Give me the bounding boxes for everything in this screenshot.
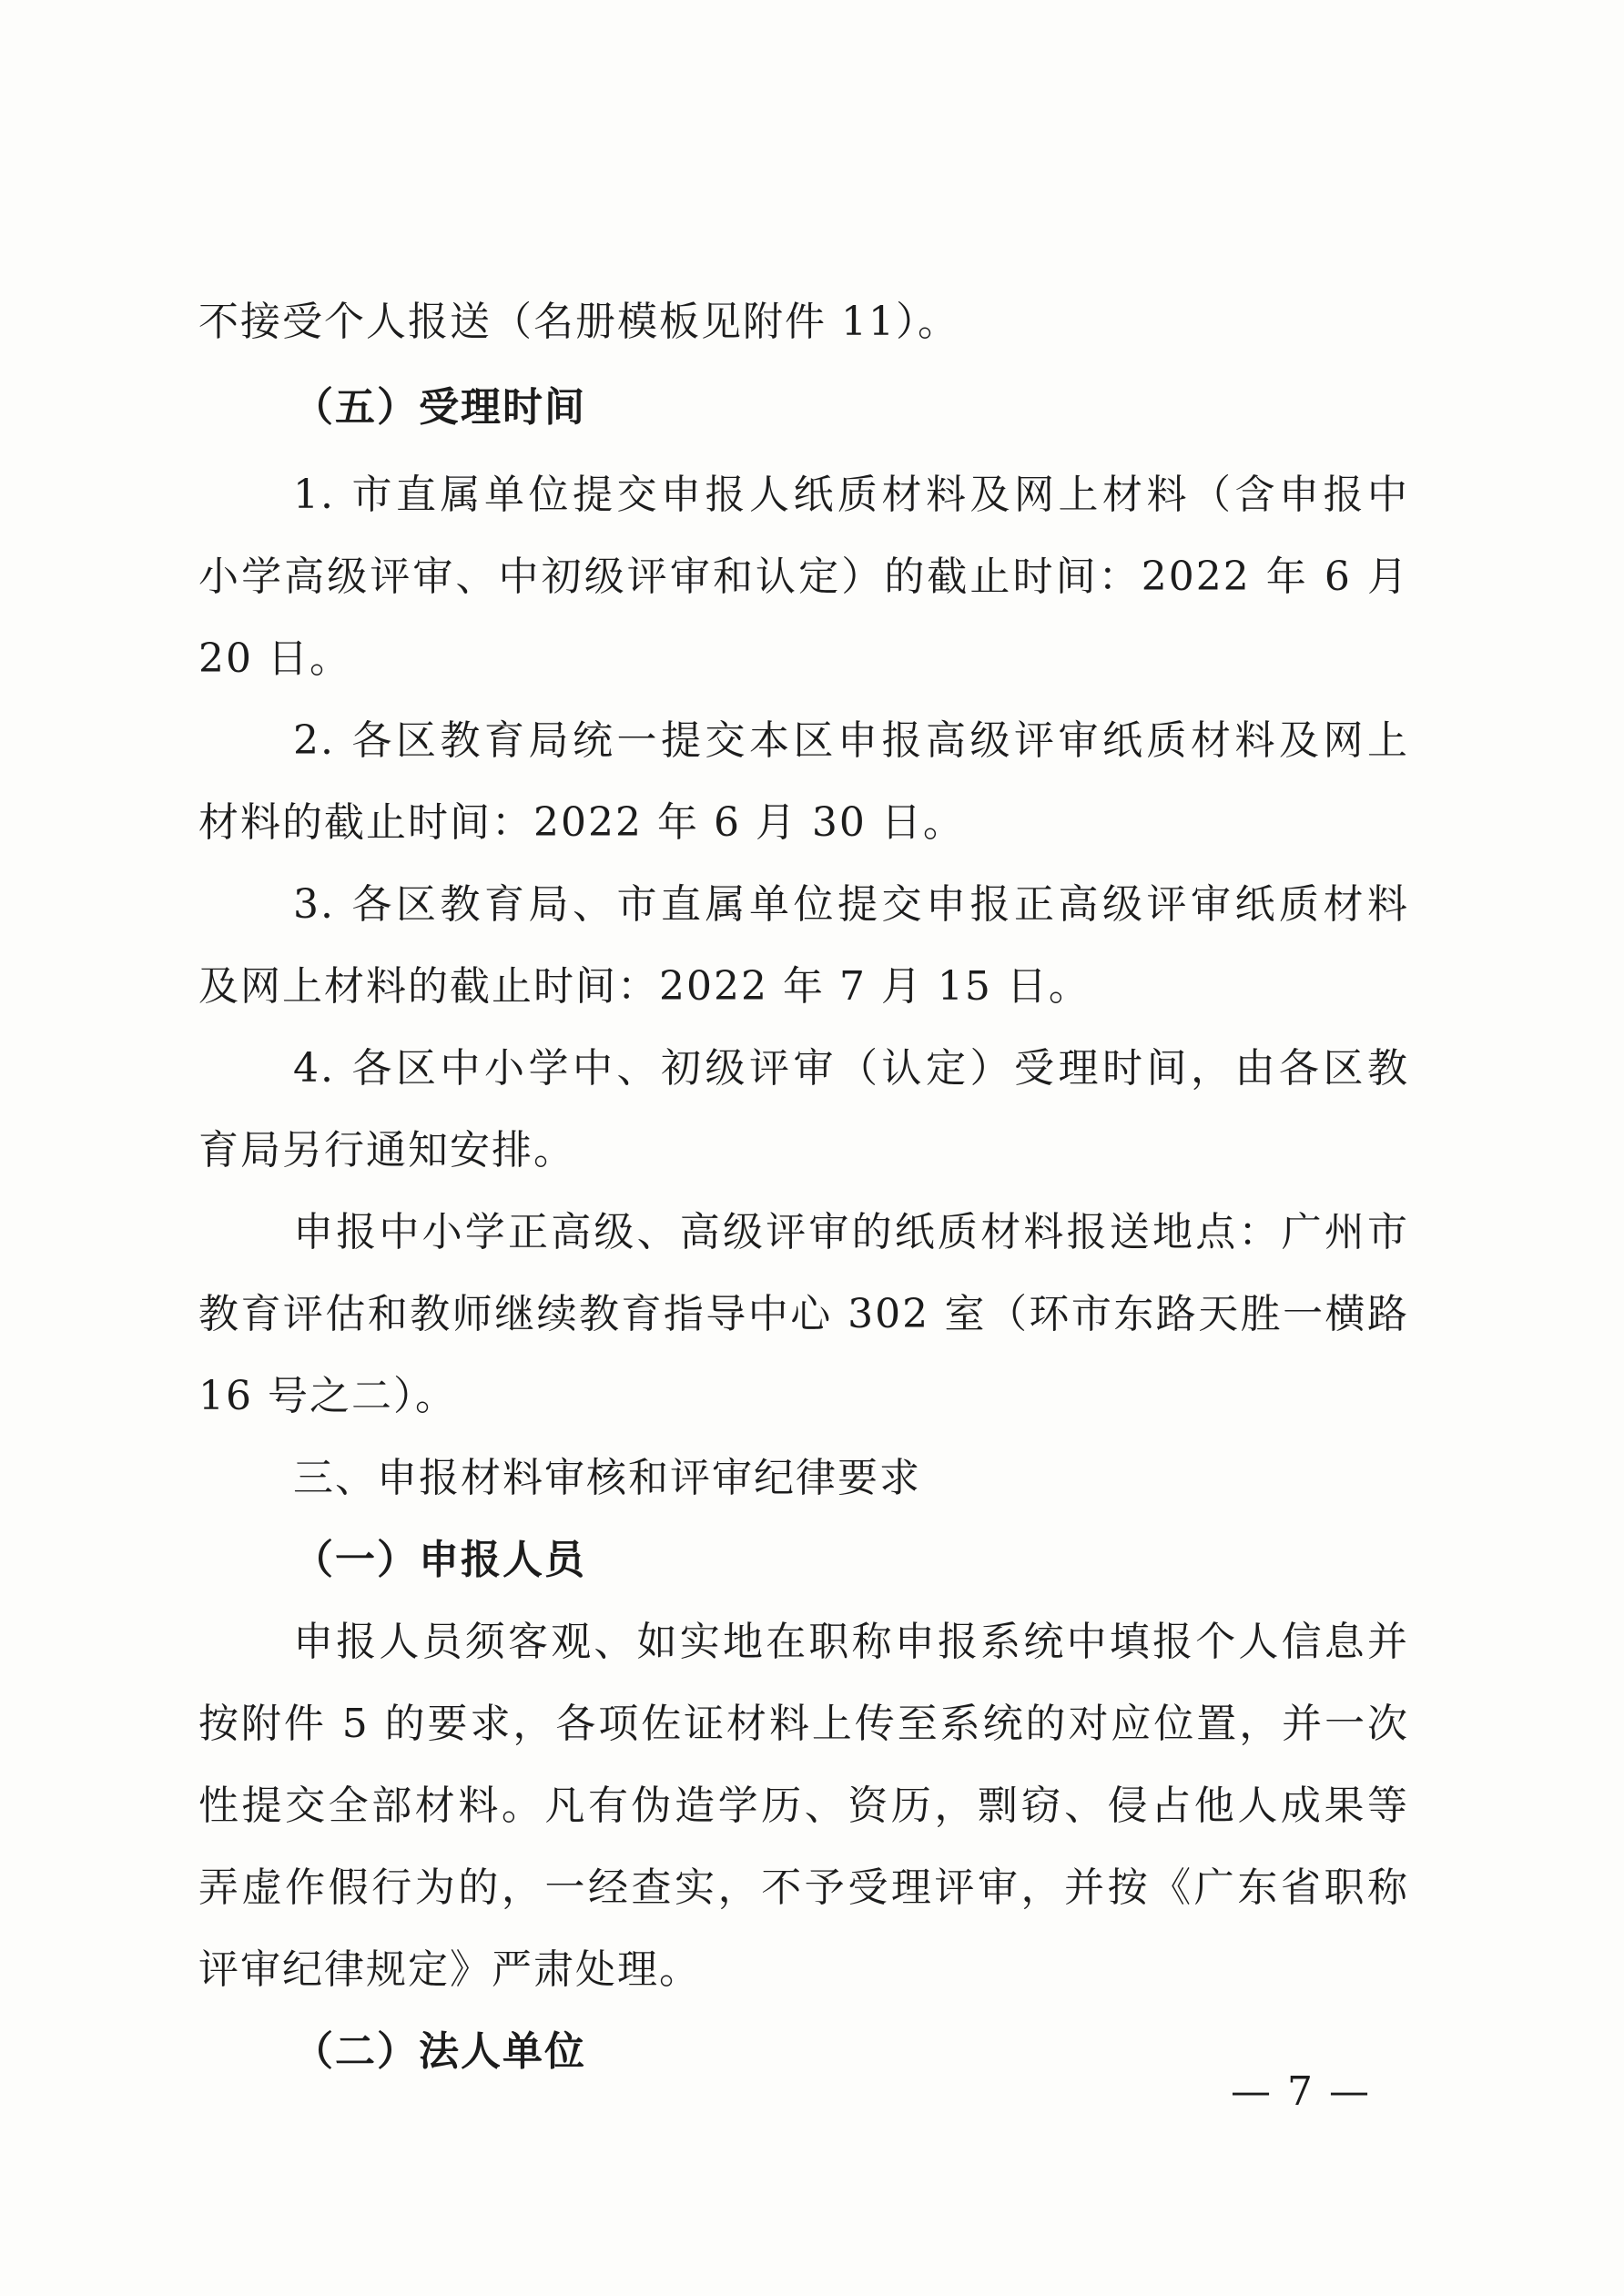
section-heading-applicants: （一）申报人员 [293,1537,586,1583]
paragraph-line: 按附件 5 的要求，各项佐证材料上传至系统的对应位置，并一次 [198,1701,1409,1747]
paragraph-line: 申报中小学正高级、高级评审的纸质材料报送地点：广州市 [293,1209,1409,1255]
paragraph-line: 育局另行通知安排。 [198,1127,575,1173]
paragraph-line: 申报人员须客观、如实地在职称申报系统中填报个人信息并 [293,1619,1409,1665]
paragraph-line: 弄虚作假行为的，一经查实，不予受理评审，并按《广东省职称 [198,1864,1409,1911]
section-heading-legal-entity: （二）法人单位 [293,2028,586,2075]
paragraph-line: 2. 各区教育局统一提交本区申报高级评审纸质材料及网上 [293,717,1409,764]
paragraph-line: 4. 各区中小学中、初级评审（认定）受理时间，由各区教 [293,1045,1409,1092]
paragraph-line: 性提交全部材料。凡有伪造学历、资历，剽窃、侵占他人成果等 [198,1783,1409,1829]
paragraph-line: 材料的截止时间：2022 年 6 月 30 日。 [198,799,965,846]
paragraph-line: 及网上材料的截止时间：2022 年 7 月 15 日。 [198,963,1091,1010]
paragraph-line: 3. 各区教育局、市直属单位提交申报正高级评审纸质材料 [293,881,1409,928]
paragraph-line: 小学高级评审、中初级评审和认定）的截止时间：2022 年 6 月 [198,554,1409,600]
section-heading-acceptance-time: （五）受理时间 [293,384,586,431]
paragraph-line: 1. 市直属单位提交申报人纸质材料及网上材料（含申报中 [293,472,1409,518]
chapter-heading-review-discipline: 三、申报材料审核和评审纪律要求 [293,1455,921,1501]
paragraph-line: 教育评估和教师继续教育指导中心 302 室（环市东路天胜一横路 [198,1291,1409,1337]
paragraph-line: 不接受个人报送（名册模板见附件 11）。 [198,299,959,345]
paragraph-line: 评审纪律规定》严肃处理。 [198,1946,701,1993]
page-number: — 7 — [1231,2068,1371,2115]
paragraph-line: 16 号之二）。 [198,1373,457,1419]
paragraph-line: 20 日。 [198,635,351,682]
